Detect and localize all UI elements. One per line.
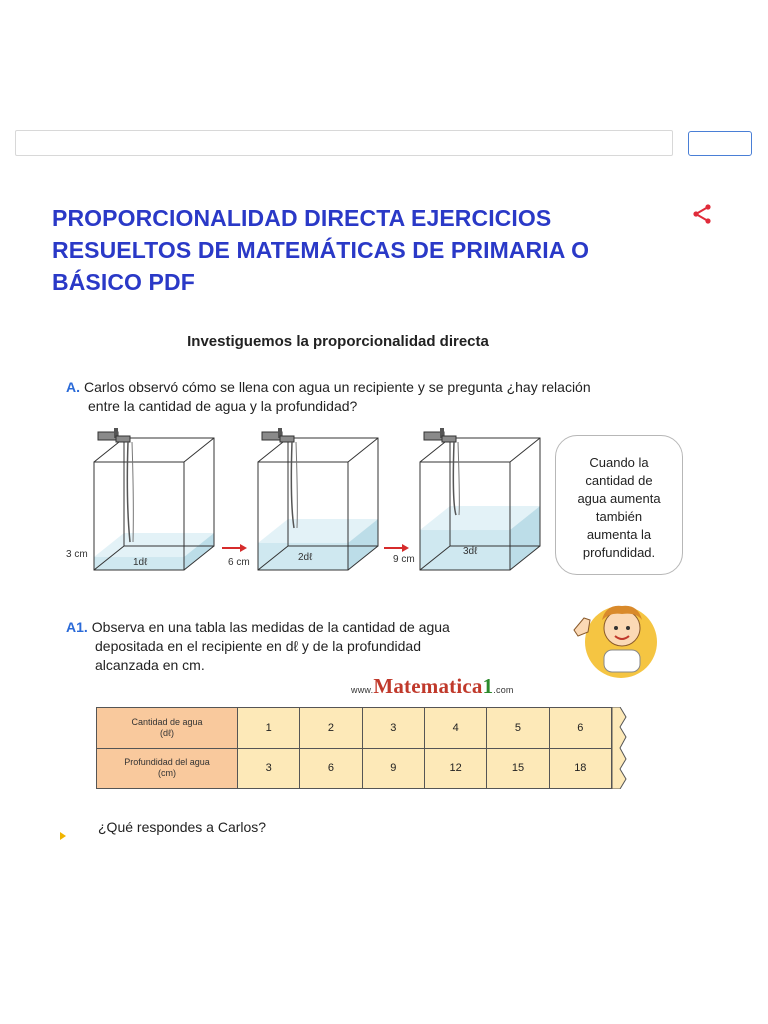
question-text: ¿Qué respondes a Carlos? [98,819,267,835]
part-a-line2: entre la cantidad de agua y la profundidad? [88,398,358,414]
part-a-text [66,378,591,416]
document-image [58,322,661,852]
part-a1-marker: A1. [66,619,88,635]
table-row-header: Cantidad de agua (dℓ) [97,708,238,749]
part-a1-line3: alcanzada en cm. [95,657,205,673]
table-cell: 3 [362,708,424,749]
tank-2-depth: 6 cm [228,557,250,568]
tank-2-volume: 2dℓ [298,552,313,563]
table-cell: 1 [238,708,300,749]
part-a1-line1: Observa en una tabla las medidas de la cantidad de agua [91,619,450,635]
part-a1-line2: depositada en el recipiente en dℓ y de la profundidad [95,638,421,654]
bubble-line: cantidad de [585,473,653,488]
bubble-line: profundidad. [582,545,656,560]
page-title: PROPORCIONALIDAD DIRECTA EJERCICIOS RESUELTOS DE MATEMÁTICAS DE PRIMARIA O BÁSICO PDF [52,205,590,295]
table-cell: 4 [424,708,486,749]
tank-3 [420,428,540,570]
tank-3-depth: 9 cm [393,554,415,565]
tank-1 [94,428,214,570]
table-cell: 18 [549,748,611,789]
bubble-line: aumenta la [586,527,652,542]
brand-watermark: www.Matematica1.com [351,674,514,698]
share-icon [690,202,714,226]
data-table [96,707,612,789]
table-cell: 5 [487,708,549,749]
bullet-marker [60,832,66,840]
part-a1-text [66,618,450,675]
table-cell: 12 [424,748,486,789]
table-torn-edge [612,707,632,789]
table-cell: 2 [300,708,362,749]
table-cell: 15 [487,748,549,789]
tanks-illustration [58,422,558,572]
part-a-line1: Carlos observó cómo se llena con agua un recipiente y se pregunta ¿hay relación [84,379,591,395]
speech-bubble [555,435,683,575]
share-button[interactable] [690,202,714,226]
bubble-line: agua aumenta [577,491,661,506]
search-button[interactable] [688,131,752,156]
table-cell: 6 [300,748,362,789]
table-row [97,748,612,789]
tank-1-depth: 3 cm [66,549,88,560]
progress-arrow-icon [222,544,247,552]
table-cell: 6 [549,708,611,749]
table-cell: 9 [362,748,424,789]
document-heading: Investiguemos la proporcionalidad directa [187,333,489,350]
progress-arrow-icon [384,544,409,552]
boy-illustration [566,590,666,690]
table-row-header: Profundidad del agua (cm) [97,748,238,789]
table-cell: 3 [238,748,300,789]
part-a-marker: A. [66,379,80,395]
tank-1-volume: 1dℓ [133,557,148,568]
bubble-line: Cuando la [589,455,649,470]
tank-2 [258,428,378,570]
search-input[interactable] [15,130,673,156]
table-row [97,708,612,749]
tank-3-volume: 3dℓ [463,546,478,557]
bubble-line: también [595,509,643,524]
